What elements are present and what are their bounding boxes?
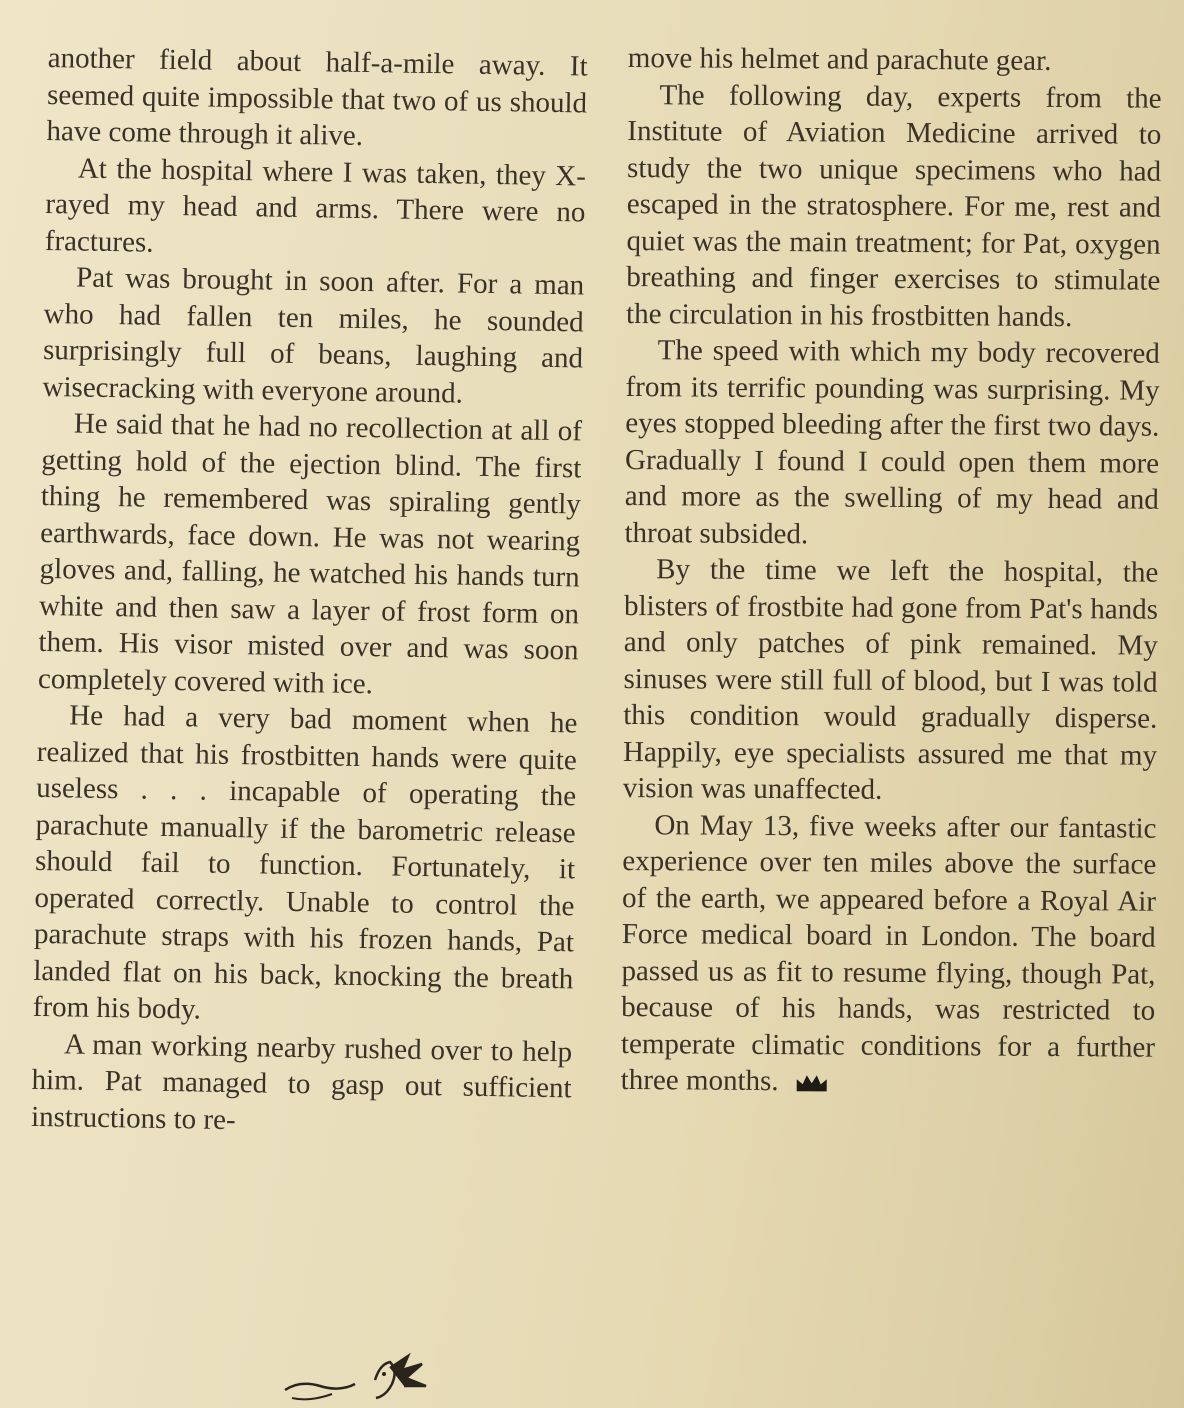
paragraph: move his helmet and parachute gear. <box>627 41 1052 77</box>
last-paragraph <box>621 806 1157 1102</box>
right-column <box>621 40 1162 1102</box>
paragraph: He said that he had no recollection at all of getting hold of the ejection blind. The first thing he remembered was spiraling gently earthwards, face down. He was not wearing gloves and, falling, he watched his hands turn white and then saw a layer of frost form on them. His visor misted over and was soon completely covered with ice. <box>37 407 583 700</box>
paragraph: The speed with which my body recovered from its terrific pounding was surprising. My eyes stopped bleeding after the first two days. Gradually I found I could open them more and more as the swelling of my head and throat subsided. <box>624 334 1160 550</box>
paragraph-text: On May 13, five weeks after our fantastic experience over ten miles above the surface of the earth, we appeared before a Royal Air Force medical board in London. The board passed us as fit to resume flying, though Pat, because of his hands, was restricted to temperate climatic conditions for a further three months. <box>620 808 1157 1098</box>
paragraph: Pat was brought in soon after. For a man who had fallen ten miles, he sounded surprisingly full of beans, laughing and wisecracking with everyone around. <box>42 261 585 410</box>
paragraph: By the time we left the hospital, the blisters of frostbite had gone from Pat's hands and only patches of pink remained. My sinuses were still full of blood, but I was told this condition would gradually disperse. Happily, eye specialists assured me that my vision was unaffected. <box>622 553 1159 806</box>
paragraph: The following day, experts from the Institute of Aviation Medicine arrived to study the two unique specimens who had escaped in the stratosphere. For me, rest and quiet was the main treatment; for Pat, oxygen breathing and finger exercises to stimulate the circulation in his frostbitten hands. <box>625 78 1162 333</box>
bird-ornament-icon <box>280 1350 450 1408</box>
paragraph: another field about half-a-mile away. It seemed quite impossible that two of us should have come through it alive. <box>46 41 588 152</box>
paragraph: A man working nearby rushed over to help him. Pat managed to gasp out sufficient instructions to re- <box>30 1027 573 1136</box>
left-column <box>31 40 588 1143</box>
crown-icon <box>795 1074 829 1094</box>
paragraph: At the hospital where I was taken, they X-rayed my head and arms. There were no fractures. <box>44 151 587 259</box>
paragraph: He had a very bad moment when he realized that his frostbitten hands were quite useless . . . incapable of operating the parachute manually if the barometric release should fail to function. Fortunately, it operated correctly. Unable to control the parachute straps with his frozen hands, Pat landed flat on his back, knocking the breath from his body. <box>32 699 578 1026</box>
